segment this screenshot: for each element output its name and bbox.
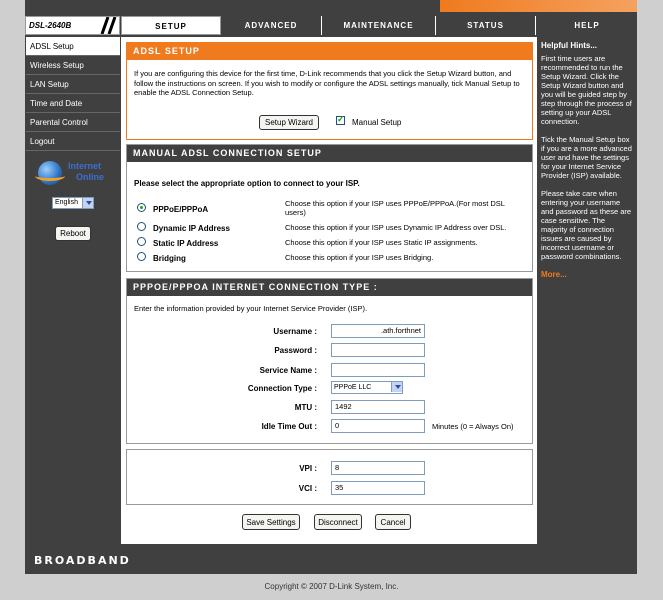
mtu-label: MTU : xyxy=(294,403,317,412)
option-label-bridging: Bridging xyxy=(153,254,186,263)
help-hint-2: Tick the Manual Setup box if you are a more advanced user and have the settings for your Internet Service Provider (ISP) available. xyxy=(541,135,632,180)
idle-timeout-label: Idle Time Out : xyxy=(261,422,317,431)
footer-bar xyxy=(25,546,637,574)
tab-status[interactable]: STATUS xyxy=(436,16,536,35)
save-settings-button[interactable]: Save Settings xyxy=(242,514,300,530)
tab-help[interactable]: HELP xyxy=(537,16,637,35)
language-value: English xyxy=(55,199,78,206)
sidebar xyxy=(26,37,120,238)
slashes-icon xyxy=(94,17,118,34)
vpi-input[interactable]: 8 xyxy=(331,461,425,475)
username-label: Username : xyxy=(273,327,317,336)
option-label-static-ip: Static IP Address xyxy=(153,239,219,248)
main-content xyxy=(121,37,537,544)
chevron-down-icon xyxy=(82,198,93,208)
chevron-down-icon xyxy=(391,382,402,392)
help-hint-3: Please take care when entering your username and password as these are case sensitive. The majority of connection issues are caused by incorrect username or password combinations. xyxy=(541,189,632,261)
radio-pppoe[interactable] xyxy=(137,203,146,212)
model-badge xyxy=(25,16,120,35)
option-desc-pppoe: Choose this option if your ISP uses PPPoE/PPPoA.(For most DSL users) xyxy=(285,199,505,217)
option-desc-dynamic-ip: Choose this option if your ISP uses Dynamic IP Address over DSL. xyxy=(285,223,507,232)
sidebar-item-logout[interactable]: Logout xyxy=(26,132,120,151)
setup-wizard-button[interactable]: Setup Wizard xyxy=(259,115,319,130)
internet-online-logo xyxy=(38,159,118,189)
adsl-setup-title: ADSL SETUP xyxy=(127,43,532,60)
top-strip xyxy=(25,0,637,14)
model-name: DSL-2640B xyxy=(29,21,72,30)
vc-section xyxy=(126,449,533,505)
disconnect-button[interactable]: Disconnect xyxy=(314,514,362,530)
logo-line1: Internet xyxy=(68,161,102,171)
service-name-label: Service Name : xyxy=(259,366,317,375)
pppoe-prompt: Enter the information provided by your Internet Service Provider (ISP). xyxy=(134,304,368,313)
manual-setup-label: Manual Setup xyxy=(352,118,402,127)
swoosh-icon xyxy=(35,171,65,181)
option-label-dynamic-ip: Dynamic IP Address xyxy=(153,224,230,233)
password-input[interactable] xyxy=(331,343,425,357)
adsl-setup-section xyxy=(126,42,533,140)
option-desc-static-ip: Choose this option if your ISP uses Static IP assignments. xyxy=(285,238,478,247)
username-input[interactable]: .ath.forthnet xyxy=(331,324,425,338)
help-panel xyxy=(538,37,636,279)
radio-bridging[interactable] xyxy=(137,252,146,261)
tab-setup[interactable]: SETUP xyxy=(121,16,221,35)
vci-input[interactable]: 35 xyxy=(331,481,425,495)
service-name-input[interactable] xyxy=(331,363,425,377)
manual-setup-title: MANUAL ADSL CONNECTION SETUP xyxy=(127,145,532,162)
option-label-pppoe: PPPoE/PPPoA xyxy=(153,205,209,214)
pppoe-title: PPPOE/PPPOA INTERNET CONNECTION TYPE : xyxy=(127,279,532,296)
logo-line2: Online xyxy=(76,172,105,182)
language-select[interactable] xyxy=(52,197,94,209)
manual-setup-section xyxy=(126,144,533,272)
reboot-button[interactable]: Reboot xyxy=(55,226,91,241)
tab-advanced[interactable]: ADVANCED xyxy=(221,16,322,35)
idle-timeout-input[interactable]: 0 xyxy=(331,419,425,433)
radio-static-ip[interactable] xyxy=(137,237,146,246)
connection-type-value: PPPoE LLC xyxy=(334,384,372,391)
sidebar-item-adsl-setup[interactable]: ADSL Setup xyxy=(26,37,120,56)
connection-type-label: Connection Type : xyxy=(247,384,317,393)
vpi-label: VPI : xyxy=(299,464,317,473)
connection-type-select[interactable] xyxy=(331,381,403,394)
pppoe-section xyxy=(126,278,533,444)
manual-setup-checkbox[interactable] xyxy=(336,116,345,125)
help-title: Helpful Hints... xyxy=(541,41,597,50)
manual-setup-prompt: Please select the appropriate option to connect to your ISP. xyxy=(134,179,360,188)
top-accent xyxy=(440,0,637,12)
mtu-input[interactable]: 1492 xyxy=(331,400,425,414)
sidebar-item-parental-control[interactable]: Parental Control xyxy=(26,113,120,132)
sidebar-item-wireless-setup[interactable]: Wireless Setup xyxy=(26,56,120,75)
password-label: Password : xyxy=(274,346,317,355)
sidebar-item-lan-setup[interactable]: LAN Setup xyxy=(26,75,120,94)
adsl-setup-intro: If you are configuring this device for the first time, D-Link recommends that you click the Setup Wizard button, and follow the instructions on screen. If you wish to modify or configure the ADSL settings manually, tick Manual Setup to enable the ADSL Connection Setup. xyxy=(134,69,520,97)
vci-label: VCI : xyxy=(298,484,317,493)
help-more-link[interactable]: More... xyxy=(541,270,567,279)
cancel-button[interactable]: Cancel xyxy=(375,514,411,530)
option-desc-bridging: Choose this option if your ISP uses Bridging. xyxy=(285,253,434,262)
footer-brand: BROADBAND xyxy=(34,554,131,567)
sidebar-item-time-and-date[interactable]: Time and Date xyxy=(26,94,120,113)
copyright-text: Copyright © 2007 D-Link System, Inc. xyxy=(264,582,399,591)
help-hint-1: First time users are recommended to run the Setup Wizard. Click the Setup Wizard button and you will be guided step by step through the process of setting up your ADSL connection. xyxy=(541,54,632,126)
idle-timeout-hint: Minutes (0 = Always On) xyxy=(432,422,514,431)
radio-dynamic-ip[interactable] xyxy=(137,222,146,231)
tab-maintenance[interactable]: MAINTENANCE xyxy=(322,16,436,35)
